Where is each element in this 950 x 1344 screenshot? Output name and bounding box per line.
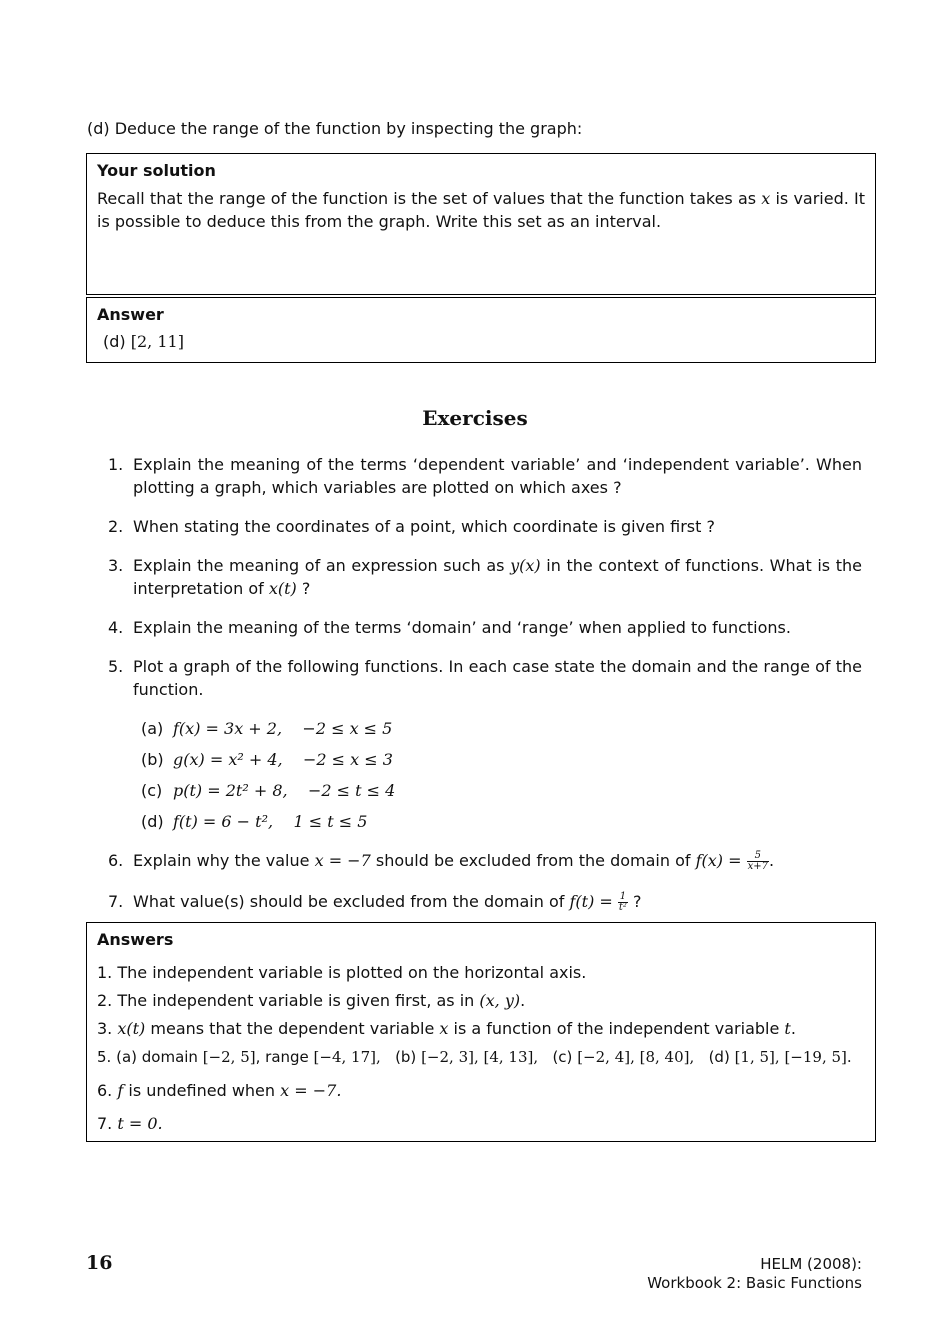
exercise-number: 7. [108, 892, 124, 911]
answer-value: (d) [2, 11] [103, 332, 184, 351]
exercise-subitem: (a) f(x) = 3x + 2, −2 ≤ x ≤ 5 [141, 719, 393, 738]
footer-source-line: Workbook 2: Basic Functions [647, 1274, 862, 1292]
answer-line: 5. (a) domain [−2, 5], range [−4, 17], (b) [−2, 3], [4, 13], (c) [−2, 4], [8, 40], (d) [1, 5], [−19, 5]. [97, 1048, 852, 1066]
exercise-number: 2. [108, 517, 124, 536]
part-d-prompt: (d) Deduce the range of the function by inspecting the graph: [87, 119, 583, 138]
your-solution-title: Your solution [97, 161, 216, 180]
exercise-number: 1. [108, 455, 124, 474]
page-number: 16 [86, 1252, 113, 1274]
footer-source [647, 1255, 862, 1293]
answer-title: Answer [97, 305, 164, 324]
answer-line: 3. x(t) means that the dependent variable x is a function of the independent variable t. [97, 1019, 796, 1038]
exercise-number: 5. [108, 657, 124, 676]
exercise-number: 3. [108, 556, 124, 575]
answers-box [86, 922, 876, 1142]
fraction: $\frac{1}{\text{t²}}$ [618, 891, 627, 913]
answer-line: 1. The independent variable is plotted on the horizontal axis. [97, 963, 587, 982]
exercise-subitem: (d) f(t) = 6 − t², 1 ≤ t ≤ 5 [141, 812, 368, 831]
your-solution-text: Recall that the range of the function is the set of values that the function takes as x is varied. It is possible to deduce this from the graph. Write this set as an interval. [97, 189, 865, 231]
exercise-number: 6. [108, 851, 124, 870]
exercise-subitem: (b) g(x) = x² + 4, −2 ≤ x ≤ 3 [141, 750, 393, 769]
exercise-text: Plot a graph of the following functions. In each case state the domain and the range of the function. [133, 657, 862, 699]
footer-source-line: HELM (2008): [760, 1255, 862, 1273]
answer-line: 7. t = 0. [97, 1114, 163, 1133]
exercises-heading: Exercises [422, 406, 528, 430]
your-solution-box [86, 153, 876, 295]
answers-title: Answers [97, 930, 174, 949]
exercise-text: Explain why the value x = −7 should be excluded from the domain of f(x) = $\frac{5}{x+7}$ . [133, 850, 775, 872]
exercise-text: Explain the meaning of the terms ‘dependent variable’ and ‘independent variable’. When plotting a graph, which variables are plotted on which axes ? [133, 455, 862, 497]
exercise-number: 4. [108, 618, 124, 637]
exercise-subitem: (c) p(t) = 2t² + 8, −2 ≤ t ≤ 4 [141, 781, 396, 800]
answer-box [86, 297, 876, 363]
answer-line: 6. f is undefined when x = −7. [97, 1081, 342, 1100]
exercise-text: Explain the meaning of an expression such as y(x) in the context of functions. What is the interpretation of x(t) ? [133, 556, 862, 598]
answer-line: 2. The independent variable is given first, as in (x, y). [97, 991, 526, 1010]
exercise-text: When stating the coordinates of a point, which coordinate is given first ? [133, 517, 715, 536]
exercise-text: What value(s) should be excluded from the domain of f(t) = $\frac{1}{\text{t²}}$ ? [133, 891, 642, 913]
fraction: $\frac{5}{x+7}$ [747, 850, 768, 872]
exercise-text: Explain the meaning of the terms ‘domain’ and ‘range’ when applied to functions. [133, 618, 791, 637]
